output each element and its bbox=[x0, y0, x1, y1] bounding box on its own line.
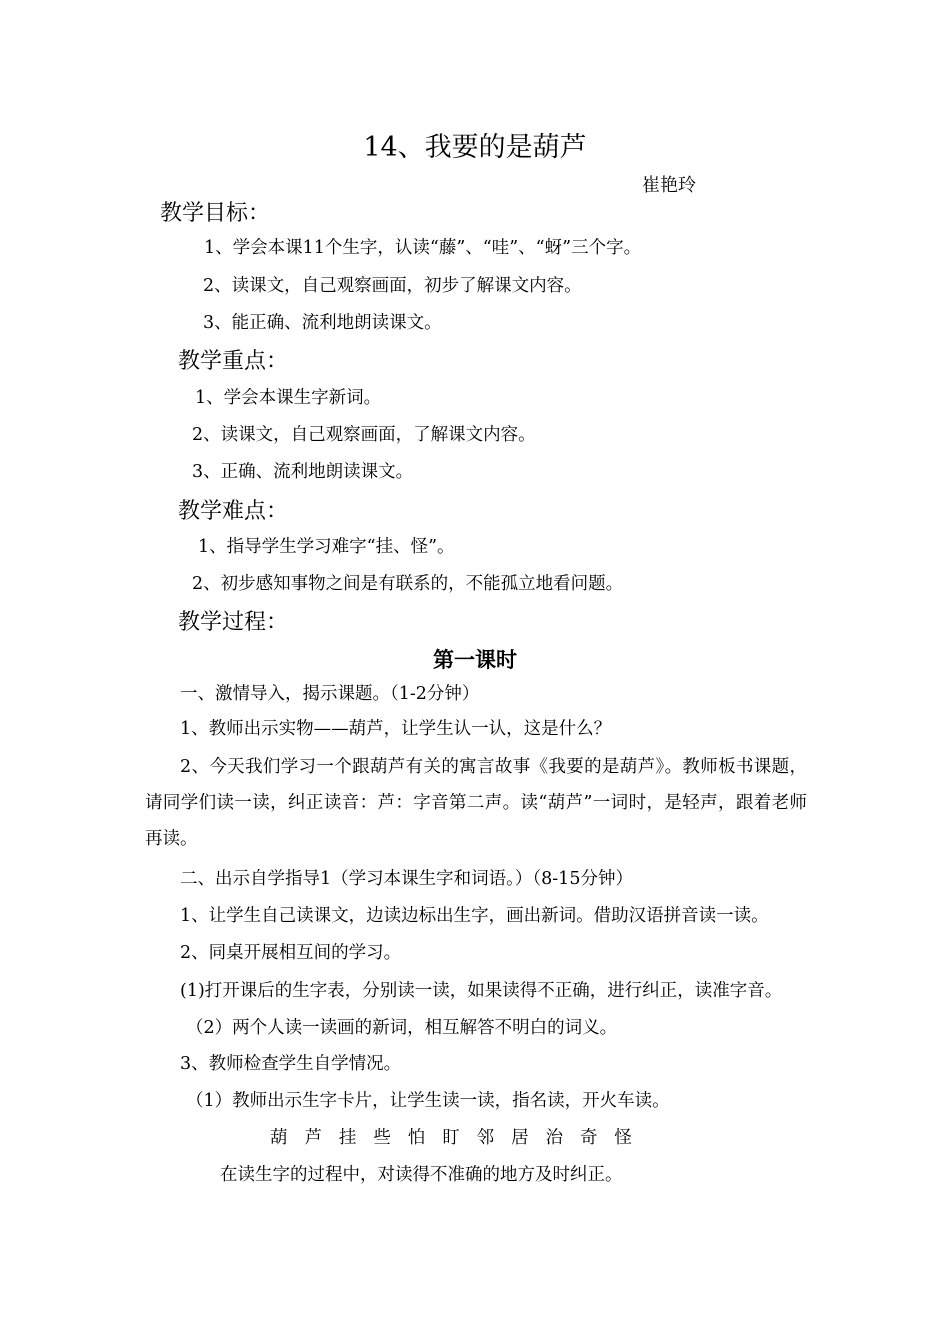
paragraph: 1、让学生自己读课文，边读边标出生字，画出新词。借助汉语拼音读一读。 bbox=[180, 906, 769, 926]
paragraph: （1）教师出示生字卡片，让学生读一读，指名读，开火车读。 bbox=[186, 1091, 670, 1111]
key-point-item: 2、读课文，自己观察画面，了解课文内容。 bbox=[192, 425, 536, 445]
section2-heading: 二、出示自学指导1（学习本课生字和词语。）（8-15分钟） bbox=[180, 869, 633, 889]
paragraph: 1、教师出示实物——葫芦，让学生认一认，这是什么？ bbox=[180, 719, 612, 739]
paragraph: 在读生字的过程中，对读得不准确的地方及时纠正。 bbox=[220, 1165, 623, 1185]
key-point-item: 3、正确、流利地朗读课文。 bbox=[192, 462, 414, 482]
key-points-heading: 教学重点： bbox=[178, 349, 289, 374]
difficulties-heading: 教学难点： bbox=[178, 499, 289, 524]
paragraph: 2、同桌开展相互间的学习。 bbox=[180, 943, 402, 963]
key-point-item: 1、学会本课生字新词。 bbox=[195, 388, 382, 408]
paragraph: 2、今天我们学习一个跟葫芦有关的寓言故事《我要的是葫芦》。教师板书课题，请同学们读一读，纠正读音：芦：字音第二声。读“葫芦”一词时，是轻声，跟着老师再读。 bbox=[145, 757, 807, 849]
page-title: 14、我要的是葫芦 bbox=[363, 132, 587, 163]
goal-item: 3、能正确、流利地朗读课文。 bbox=[203, 313, 442, 333]
paragraph: 3、教师检查学生自学情况。 bbox=[180, 1054, 402, 1074]
goals-heading: 教学目标： bbox=[160, 201, 271, 226]
goal-item: 2、读课文，自己观察画面，初步了解课文内容。 bbox=[203, 276, 582, 296]
goal-item: 1、学会本课11个生字，认读“藤”、“哇”、“蚜”三个字。 bbox=[204, 238, 642, 258]
section1-heading: 一、激情导入，揭示课题。（1-2分钟） bbox=[180, 684, 480, 704]
lesson-title: 第一课时 bbox=[433, 648, 517, 672]
paragraph: (1)打开课后的生字表，分别读一读，如果读得不正确，进行纠正，读准字音。 bbox=[180, 981, 783, 1001]
process-heading: 教学过程： bbox=[178, 610, 289, 635]
difficulty-item: 2、初步感知事物之间是有联系的，不能孤立地看问题。 bbox=[192, 574, 624, 594]
difficulty-item: 1、指导学生学习难字“挂、怪”。 bbox=[198, 537, 455, 557]
new-characters: 葫 芦 挂 些 怕 盯 邻 居 治 奇 怪 bbox=[270, 1128, 633, 1148]
author-name: 崔艳玲 bbox=[642, 175, 696, 196]
paragraph: （2）两个人读一读画的新词，相互解答不明白的词义。 bbox=[186, 1018, 618, 1038]
